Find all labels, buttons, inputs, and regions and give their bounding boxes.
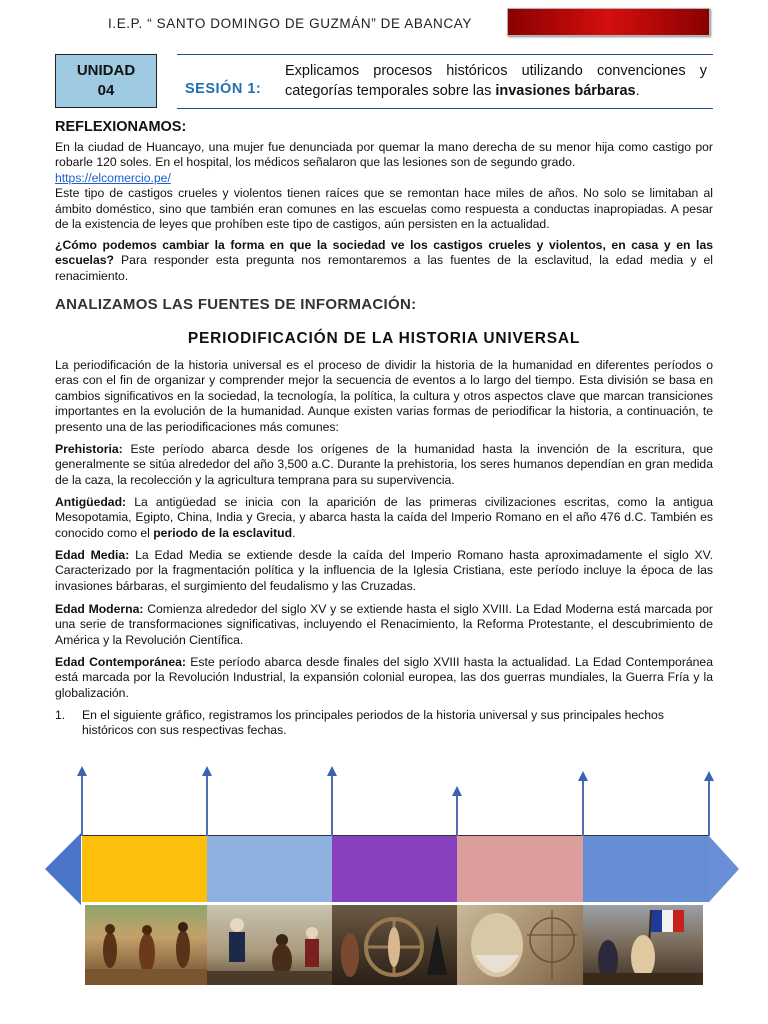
arrow-up-icon [452, 786, 462, 796]
arrow-up-icon [202, 766, 212, 776]
period-name: Prehistoria: [55, 442, 123, 456]
arrow-up-icon [327, 766, 337, 776]
prehistory-image [85, 905, 207, 985]
school-name: I.E.P. “ SANTO DOMINGO DE GUZMÁN” DE ABANCAY [108, 16, 472, 31]
timeline-segment-1[interactable] [82, 836, 207, 902]
period-tail-end: . [292, 525, 296, 540]
reflexionamos-body [55, 140, 713, 232]
period-edad-moderna [55, 602, 713, 648]
timeline-segment-5[interactable] [583, 836, 709, 902]
timeline-marker-3 [331, 775, 333, 836]
middle-ages-image [332, 905, 457, 985]
arrow-up-icon [77, 766, 87, 776]
timeline-top-border [80, 835, 710, 836]
period-name: Edad Contemporánea: [55, 655, 186, 669]
news-paragraph: En la ciudad de Huancayo, una mujer fue denunciada por quemar la mano derecha de su menor hija como castigo por robarle 120 soles. En el hospital, los médicos señalaron que las lesiones son de segundo grado. [55, 140, 713, 170]
timeline-right-arrow [709, 836, 739, 902]
timeline-segment-4[interactable] [457, 836, 583, 902]
period-text: Comienza alrededor del siglo XV y se extiende hasta el siglo XVIII. La Edad Moderna está marcada por una serie de transformaciones significativas, incluyendo el Renacimiento, la Reforma Protestante, el descubrimiento de América y la Revolución Científica. [55, 602, 713, 647]
question-bold: ¿Cómo podemos cambiar la forma en que la sociedad ve los castigos crueles y violentos, en casa y en las escuelas? [55, 238, 713, 268]
session-title-text: Explicamos procesos históricos utilizando convenciones y categorías temporales sobre las [285, 63, 707, 99]
timeline-marker-1 [81, 775, 83, 836]
reflexionamos-heading: REFLEXIONAMOS: [55, 119, 187, 135]
period-name: Edad Moderna: [55, 602, 144, 616]
unit-number: 04 [97, 82, 115, 99]
timeline-segment-2[interactable] [207, 836, 332, 902]
timeline-marker-5 [582, 780, 584, 836]
arrow-up-icon [578, 771, 588, 781]
timeline-marker-4 [456, 795, 458, 836]
contemporary-age-image [583, 905, 703, 985]
question-rest: Para responder esta pregunta nos remontaremos a las fuentes de la esclavitud, la edad media y el renacimiento. [55, 253, 713, 283]
period-edad-contemporanea [55, 655, 713, 701]
timeline-left-arrow [45, 833, 81, 905]
period-prehistoria [55, 442, 713, 488]
arrow-up-icon [704, 771, 714, 781]
context-paragraph: Este tipo de castigos crueles y violentos tienen raíces que se remontan hace miles de años. No solo se limitaban al ámbito doméstico, sino que también eran comunes en las escuelas como respuesta a conductas inapropiadas. A pesar de la existencia de leyes que prohíben este tipo de castigos, aún persisten en la actualidad. [55, 186, 713, 232]
antiquity-image [207, 905, 332, 985]
session-title [285, 61, 707, 101]
period-antiguedad [55, 495, 713, 541]
period-text: Este período abarca desde los orígenes de la humanidad hasta la invención de la escritura, que generalmente se sitúa alrededor del año 3,500 a.C. Durante la prehistoria, los seres humanos dependían en gran medida de la caza, la recolección y la agricultura temprana para su supervivencia. [55, 442, 713, 487]
session-title-end: . [635, 83, 640, 99]
item-text: En el siguiente gráfico, registramos los principales periodos de la historia universal y sus principales hechos históricos con sus respectivas fechas. [82, 708, 664, 738]
session-bottom-rule [177, 108, 713, 109]
period-bold-tail: periodo de la esclavitud [153, 525, 293, 540]
timeline-segment-3[interactable] [332, 836, 457, 902]
unit-box [55, 54, 157, 108]
unit-label: UNIDAD [76, 62, 136, 79]
source-link[interactable]: https://elcomercio.pe/ [55, 170, 171, 185]
periodificacion-heading: PERIODIFICACIÓN DE LA HISTORIA UNIVERSAL [187, 330, 581, 347]
timeline-marker-2 [206, 775, 208, 836]
period-name: Edad Media: [55, 548, 130, 562]
reflexionamos-question [55, 238, 713, 284]
session-title-bold: invasiones bárbaras [495, 83, 636, 99]
header-banner [507, 8, 710, 36]
period-text: La antigüedad se inicia con la aparición de las primeras civilizaciones escritas, como la antigua Mesopotamia, Egipto, China, India y Grecia, y abarca hasta la caída del Imperio Romano en el año 476 d.C. También es conocido como el [55, 495, 713, 540]
intro-paragraph: La periodificación de la historia universal es el proceso de dividir la historia de la humanidad en diferentes períodos o eras con el fin de organizar y comprender mejor la secuencia de eventos a lo largo del tiempo. Esta división se basa en cambios significativos en la sociedad, la tecnología, la política, la cultura y otros aspectos clave que marcan transiciones importantes en la evolución de la humanidad. Aunque existen varias formas de periodificar la historia, a continuación, te presento una de las periodificaciones más comunes: [55, 358, 713, 434]
session-label: SESIÓN 1: [185, 81, 262, 97]
analizamos-heading: ANALIZAMOS LAS FUENTES DE INFORMACIÓN: [55, 296, 417, 313]
period-name: Antigüedad: [55, 495, 127, 509]
period-edad-media [55, 548, 713, 594]
period-text: Este período abarca desde finales del siglo XVIII hasta la actualidad. La Edad Contemporánea está marcada por la Revolución Industrial, la expansión colonial europea, las dos guerras mundiales, la Guerra Fría y la globalización. [55, 655, 713, 700]
item-number: 1. [55, 708, 66, 722]
timeline-marker-6 [708, 780, 710, 836]
modern-age-image [457, 905, 583, 985]
session-top-rule [177, 54, 713, 55]
period-text: La Edad Media se extiende desde la caída del Imperio Romano hasta aproximadamente el siglo XV. Caracterizado por la fragmentación política y la influencia de la Iglesia Cristiana, este período incluye la época de las invasiones bárbaras, el surgimiento del feudalismo y las Cruzadas. [55, 548, 713, 593]
